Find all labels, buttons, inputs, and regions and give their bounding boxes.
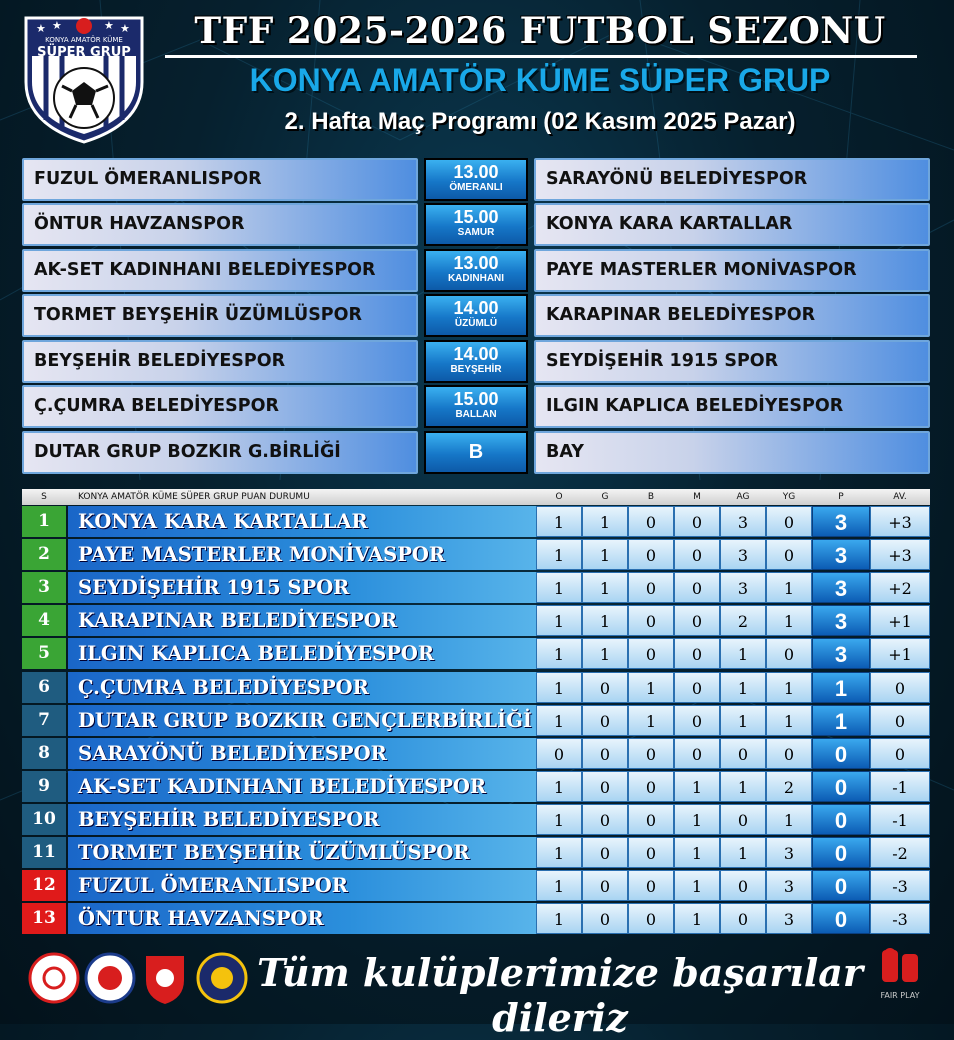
svg-text:★: ★ — [52, 19, 62, 32]
stat-yg: 3 — [766, 870, 812, 901]
stat-ag: 1 — [720, 771, 766, 802]
fixture-row — [22, 294, 930, 337]
table-row — [22, 605, 930, 637]
stat-points: 3 — [812, 638, 870, 669]
stat-points: 0 — [812, 903, 870, 934]
fairplay-logo — [872, 946, 928, 1010]
match-time-box — [424, 203, 528, 246]
header-team: KONYA AMATÖR KÜME SÜPER GRUP PUAN DURUMU — [78, 492, 310, 502]
stat-m: 1 — [674, 804, 720, 835]
program-title: 2. Hafta Maç Programı (02 Kasım 2025 Pazar) — [284, 108, 796, 135]
table-row — [22, 672, 930, 704]
fixture-row — [22, 431, 930, 474]
match-time: 15.00 — [453, 207, 499, 227]
stat-b: 1 — [628, 672, 674, 703]
rank-cell: 6 — [22, 672, 66, 703]
away-team: SARAYÖNÜ BELEDİYESPOR — [534, 158, 930, 201]
stat-av: +1 — [870, 605, 930, 636]
table-row — [22, 572, 930, 604]
stat-av: -1 — [870, 804, 930, 835]
stat-o: 1 — [536, 539, 582, 570]
rank-cell: 12 — [22, 870, 66, 901]
stat-m: 0 — [674, 738, 720, 769]
stat-yg: 0 — [766, 539, 812, 570]
match-time-box — [424, 340, 528, 383]
match-time: 13.00 — [453, 162, 499, 182]
header-g: G — [601, 492, 609, 502]
stat-m: 0 — [674, 506, 720, 537]
team-name: Ç.ÇUMRA BELEDİYESPOR — [68, 672, 536, 703]
season-title: TFF 2025-2026 FUTBOL SEZONU — [194, 10, 886, 52]
stat-b: 0 — [628, 506, 674, 537]
stat-m: 1 — [674, 837, 720, 868]
stat-m: 0 — [674, 605, 720, 636]
fairplay-text: FAIR PLAY — [880, 991, 920, 1000]
league-logo — [22, 12, 146, 144]
stat-g: 1 — [582, 506, 628, 537]
table-row — [22, 705, 930, 737]
stat-ag: 3 — [720, 572, 766, 603]
match-venue: ÜZÜMLÜ — [454, 318, 498, 329]
title-underline — [165, 55, 917, 58]
team-name: FUZUL ÖMERANLISPOR — [68, 870, 536, 901]
logo-text-main: SÜPER GRUP — [37, 45, 131, 60]
stat-yg: 0 — [766, 738, 812, 769]
association-logo — [198, 954, 246, 1002]
rank-cell: 9 — [22, 771, 66, 802]
stat-av: 0 — [870, 705, 930, 736]
stat-o: 0 — [536, 738, 582, 769]
slogan: Tüm kulüplerimize başarılar dileriz — [257, 950, 863, 1040]
stat-points: 3 — [812, 506, 870, 537]
stat-points: 3 — [812, 605, 870, 636]
stat-av: -2 — [870, 837, 930, 868]
stat-points: 1 — [812, 705, 870, 736]
stat-ag: 1 — [720, 672, 766, 703]
header-b: B — [647, 492, 655, 502]
away-team: PAYE MASTERLER MONİVASPOR — [534, 249, 930, 292]
stat-b: 0 — [628, 870, 674, 901]
stat-ag: 2 — [720, 605, 766, 636]
stat-m: 0 — [674, 672, 720, 703]
away-team: KARAPINAR BELEDİYESPOR — [534, 294, 930, 337]
table-row — [22, 638, 930, 670]
stat-g: 0 — [582, 837, 628, 868]
stat-g: 1 — [582, 572, 628, 603]
table-row — [22, 539, 930, 571]
stat-o: 1 — [536, 672, 582, 703]
league-title: KONYA AMATÖR KÜME SÜPER GRUP — [249, 62, 831, 98]
away-team: KONYA KARA KARTALLAR — [534, 203, 930, 246]
stat-m: 0 — [674, 638, 720, 669]
stat-yg: 1 — [766, 804, 812, 835]
match-time-box — [424, 294, 528, 337]
match-time: 14.00 — [453, 298, 499, 318]
stat-b: 0 — [628, 771, 674, 802]
stat-m: 1 — [674, 771, 720, 802]
home-team: BEYŞEHİR BELEDİYESPOR — [22, 340, 418, 383]
stat-ag: 3 — [720, 506, 766, 537]
home-team: DUTAR GRUP BOZKIR G.BİRLİĞİ — [22, 431, 418, 474]
stat-b: 0 — [628, 738, 674, 769]
rank-cell: 13 — [22, 903, 66, 934]
stat-av: -3 — [870, 870, 930, 901]
stat-av: +2 — [870, 572, 930, 603]
stat-av: 0 — [870, 738, 930, 769]
stat-o: 1 — [536, 506, 582, 537]
fixture-row — [22, 203, 930, 246]
match-time-box — [424, 249, 528, 292]
bye-box — [424, 431, 528, 474]
stat-g: 1 — [582, 605, 628, 636]
svg-text:★: ★ — [36, 22, 46, 35]
stat-g: 0 — [582, 672, 628, 703]
fixture-row — [22, 340, 930, 383]
stat-points: 3 — [812, 539, 870, 570]
stat-ag: 1 — [720, 705, 766, 736]
stat-b: 0 — [628, 638, 674, 669]
federation-logo — [86, 954, 134, 1002]
home-team: AK-SET KADINHANI BELEDİYESPOR — [22, 249, 418, 292]
stat-o: 1 — [536, 572, 582, 603]
bye-label: B — [468, 441, 484, 463]
rank-cell: 7 — [22, 705, 66, 736]
header-o: O — [555, 492, 563, 502]
stat-av: -1 — [870, 771, 930, 802]
match-venue: SAMUR — [457, 227, 495, 238]
away-team: BAY — [534, 431, 930, 474]
team-name: AK-SET KADINHANI BELEDİYESPOR — [68, 771, 536, 802]
stat-m: 0 — [674, 572, 720, 603]
rank-cell: 11 — [22, 837, 66, 868]
stat-g: 0 — [582, 804, 628, 835]
svg-text:★: ★ — [120, 22, 130, 35]
stat-o: 1 — [536, 804, 582, 835]
stat-yg: 3 — [766, 903, 812, 934]
stat-m: 0 — [674, 539, 720, 570]
stat-av: +1 — [870, 638, 930, 669]
stat-points: 1 — [812, 672, 870, 703]
stat-m: 0 — [674, 705, 720, 736]
stat-o: 1 — [536, 837, 582, 868]
tff-logo — [146, 956, 184, 1004]
stat-b: 0 — [628, 804, 674, 835]
stat-g: 0 — [582, 771, 628, 802]
team-name: ÖNTUR HAVZANSPOR — [68, 903, 536, 934]
match-time-box — [424, 158, 528, 201]
rank-cell: 10 — [22, 804, 66, 835]
team-name: BEYŞEHİR BELEDİYESPOR — [68, 804, 536, 835]
header-yg: YG — [782, 492, 796, 502]
rank-cell: 8 — [22, 738, 66, 769]
ministry-logo — [30, 954, 78, 1002]
stat-o: 1 — [536, 638, 582, 669]
stat-g: 1 — [582, 638, 628, 669]
team-name: ILGIN KAPLICA BELEDİYESPOR — [68, 638, 536, 669]
table-row — [22, 870, 930, 902]
home-team: ÖNTUR HAVZANSPOR — [22, 203, 418, 246]
stat-ag: 1 — [720, 638, 766, 669]
match-venue: ÖMERANLI — [449, 182, 503, 193]
rank-cell: 2 — [22, 539, 66, 570]
stat-points: 0 — [812, 870, 870, 901]
table-row — [22, 903, 930, 935]
away-team: ILGIN KAPLICA BELEDİYESPOR — [534, 385, 930, 428]
stat-av: +3 — [870, 539, 930, 570]
stat-m: 1 — [674, 870, 720, 901]
team-name: SARAYÖNÜ BELEDİYESPOR — [68, 738, 536, 769]
stat-ag: 0 — [720, 903, 766, 934]
stat-yg: 1 — [766, 572, 812, 603]
table-row — [22, 506, 930, 538]
header-av: AV. — [893, 492, 907, 502]
stat-points: 0 — [812, 804, 870, 835]
stat-b: 1 — [628, 705, 674, 736]
stat-yg: 1 — [766, 605, 812, 636]
stat-o: 1 — [536, 605, 582, 636]
team-name: SEYDİŞEHİR 1915 SPOR — [68, 572, 536, 603]
match-venue: BALLAN — [455, 409, 497, 420]
match-time: 14.00 — [453, 344, 499, 364]
stat-o: 1 — [536, 705, 582, 736]
rank-cell: 1 — [22, 506, 66, 537]
stat-g: 1 — [582, 539, 628, 570]
stat-yg: 0 — [766, 638, 812, 669]
team-name: KARAPINAR BELEDİYESPOR — [68, 605, 536, 636]
stat-points: 3 — [812, 572, 870, 603]
stat-b: 0 — [628, 539, 674, 570]
match-venue: BEYŞEHİR — [450, 364, 502, 375]
home-team: FUZUL ÖMERANLISPOR — [22, 158, 418, 201]
rank-cell: 3 — [22, 572, 66, 603]
stat-b: 0 — [628, 572, 674, 603]
sponsor-logos — [28, 950, 248, 1006]
stat-points: 0 — [812, 738, 870, 769]
stat-g: 0 — [582, 870, 628, 901]
stat-o: 1 — [536, 870, 582, 901]
stat-yg: 1 — [766, 672, 812, 703]
stat-ag: 0 — [720, 870, 766, 901]
stat-yg: 3 — [766, 837, 812, 868]
header-m: M — [693, 492, 701, 502]
header-ag: AG — [736, 492, 750, 502]
stat-g: 0 — [582, 705, 628, 736]
stat-points: 0 — [812, 771, 870, 802]
stat-g: 0 — [582, 738, 628, 769]
away-team: SEYDİŞEHİR 1915 SPOR — [534, 340, 930, 383]
team-name: KONYA KARA KARTALLAR — [68, 506, 536, 537]
team-name: PAYE MASTERLER MONİVASPOR — [68, 539, 536, 570]
fixture-row — [22, 249, 930, 292]
match-venue: KADINHANI — [447, 273, 505, 284]
stat-b: 0 — [628, 605, 674, 636]
home-team: Ç.ÇUMRA BELEDİYESPOR — [22, 385, 418, 428]
home-team: TORMET BEYŞEHİR ÜZÜMLÜSPOR — [22, 294, 418, 337]
table-row — [22, 804, 930, 836]
stat-o: 1 — [536, 903, 582, 934]
stat-yg: 0 — [766, 506, 812, 537]
stat-ag: 1 — [720, 837, 766, 868]
team-name: DUTAR GRUP BOZKIR GENÇLERBİRLİĞİ — [68, 705, 536, 736]
stat-b: 0 — [628, 837, 674, 868]
svg-text:★: ★ — [104, 19, 114, 32]
header-rank: S — [41, 492, 47, 502]
fixture-row — [22, 158, 930, 201]
logo-text-top: KONYA AMATÖR KÜME — [45, 36, 123, 44]
stat-m: 1 — [674, 903, 720, 934]
match-time-box — [424, 385, 528, 428]
table-row — [22, 738, 930, 770]
standings-header — [22, 489, 930, 505]
rank-cell: 5 — [22, 638, 66, 669]
header-p: P — [838, 492, 844, 502]
stat-g: 0 — [582, 903, 628, 934]
stat-ag: 0 — [720, 738, 766, 769]
stat-av: -3 — [870, 903, 930, 934]
team-name: TORMET BEYŞEHİR ÜZÜMLÜSPOR — [68, 837, 536, 868]
stat-yg: 1 — [766, 705, 812, 736]
stat-ag: 0 — [720, 804, 766, 835]
stat-yg: 2 — [766, 771, 812, 802]
match-time: 13.00 — [453, 253, 499, 273]
match-time: 15.00 — [453, 389, 499, 409]
stat-ag: 3 — [720, 539, 766, 570]
stat-av: 0 — [870, 672, 930, 703]
table-row — [22, 771, 930, 803]
stat-av: +3 — [870, 506, 930, 537]
stat-b: 0 — [628, 903, 674, 934]
stat-points: 0 — [812, 837, 870, 868]
fixture-row — [22, 385, 930, 428]
table-row — [22, 837, 930, 869]
rank-cell: 4 — [22, 605, 66, 636]
stat-o: 1 — [536, 771, 582, 802]
